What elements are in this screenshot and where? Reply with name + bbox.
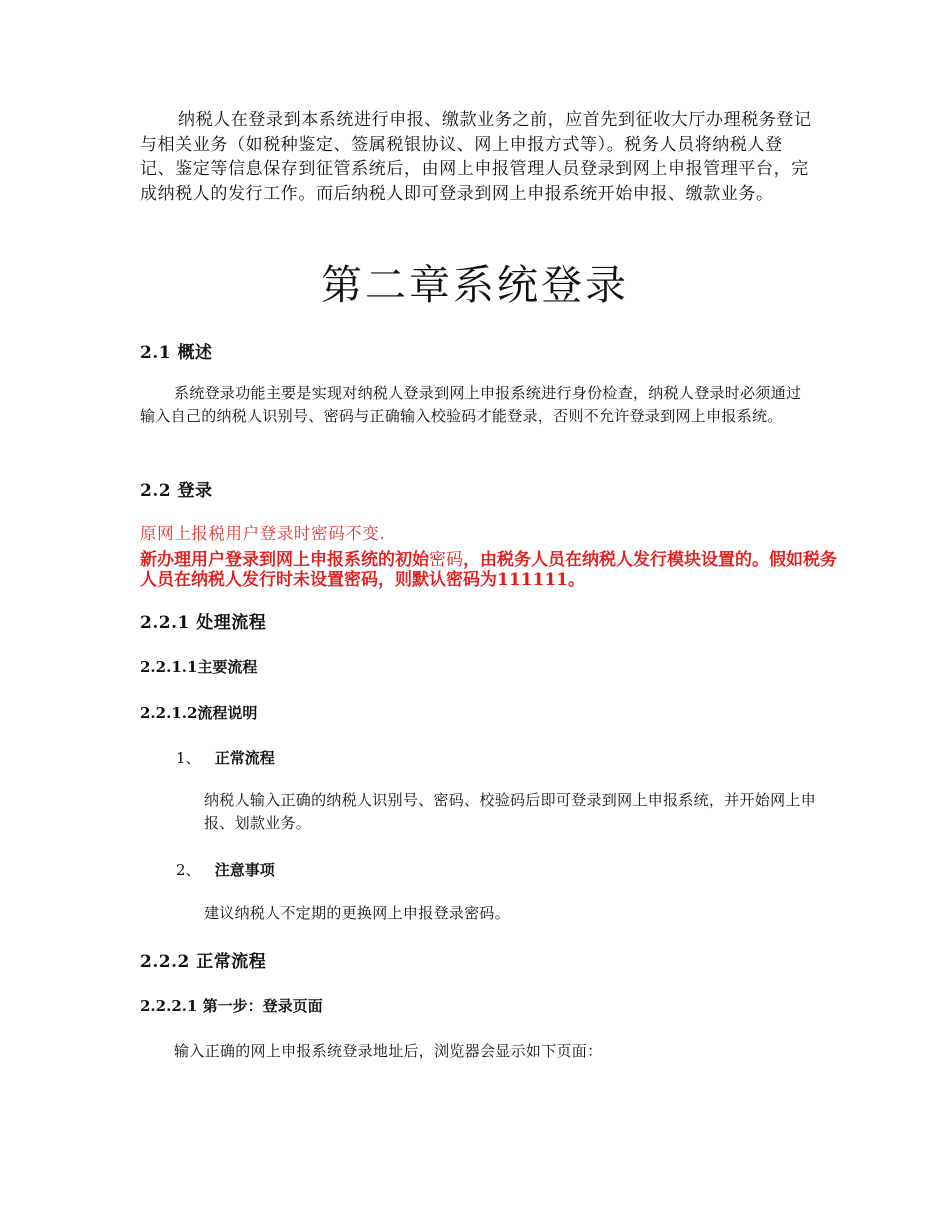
list-item-normal-flow-text: 纳税人输入正确的纳税人识别号、密码、校验码后即可登录到网上申报系统，并开始网上申报、划款业务。 bbox=[204, 791, 817, 832]
section-heading-2-2-1: 2.2.1 处理流程 bbox=[140, 613, 267, 633]
password-note-part-a: 新办理用户登录到网上申报系统的初始 bbox=[140, 550, 429, 570]
section-2-2-2-body: 输入正确的网上申报系统登录地址后，浏览器会显示如下页面： bbox=[174, 1042, 603, 1060]
subsection-heading-2-2-1-1: 2.2.1.1主要流程 bbox=[140, 658, 258, 676]
intro-paragraph: 纳税人在登录到本系统进行申报、缴款业务之前，应首先到征收大厅办理税务登记与相关业务（如税种鉴定、签属税银协议、网上申报方式等）。税务人员将纳税人登记、鉴定等信息保存到征管系统后，由网上申报管理人员登录到网上申报管理平台，完成纳税人的发行工作。而后纳税人即可登录到网上申报系统开始申报、缴款业务。 bbox=[140, 110, 812, 204]
list-item-notes bbox=[176, 859, 275, 880]
list-item-notes-text: 建议纳税人不定期的更换网上申报登录密码。 bbox=[204, 904, 511, 922]
list-number: 2、 bbox=[176, 861, 201, 879]
password-note-light: 原网上报税用户登录时密码不变. bbox=[140, 524, 386, 543]
list-item-normal-flow bbox=[176, 747, 275, 768]
password-note-bold bbox=[140, 550, 840, 590]
list-number: 1、 bbox=[176, 749, 201, 767]
subsection-heading-2-2-1-2: 2.2.1.2流程说明 bbox=[140, 704, 258, 722]
section-heading-2-2-2: 2.2.2 正常流程 bbox=[140, 952, 267, 972]
section-2-1-body: 系统登录功能主要是实现对纳税人登录到网上申报系统进行身份检查，纳税人登录时必须通过输入自己的纳税人识别号、密码与正确输入校验码才能登录，否则不允许登录到网上申报系统。 bbox=[140, 384, 802, 425]
list-label: 注意事项 bbox=[214, 861, 275, 879]
section-heading-2-2: 2.2 登录 bbox=[140, 481, 213, 501]
chapter-title: 第二章系统登录 bbox=[321, 261, 629, 309]
password-note-part-b: ，由税务人员在纳税人发行模块设置的。假如税务人员在纳税人发行时未设置密码，则默认密码为111111。 bbox=[140, 550, 837, 590]
subsection-heading-2-2-2-1: 2.2.2.1 第一步：登录页面 bbox=[140, 997, 323, 1015]
section-heading-2-1: 2.1 概述 bbox=[140, 343, 213, 363]
password-note-part-mid: 密码 bbox=[429, 550, 463, 570]
list-label: 正常流程 bbox=[214, 749, 275, 767]
